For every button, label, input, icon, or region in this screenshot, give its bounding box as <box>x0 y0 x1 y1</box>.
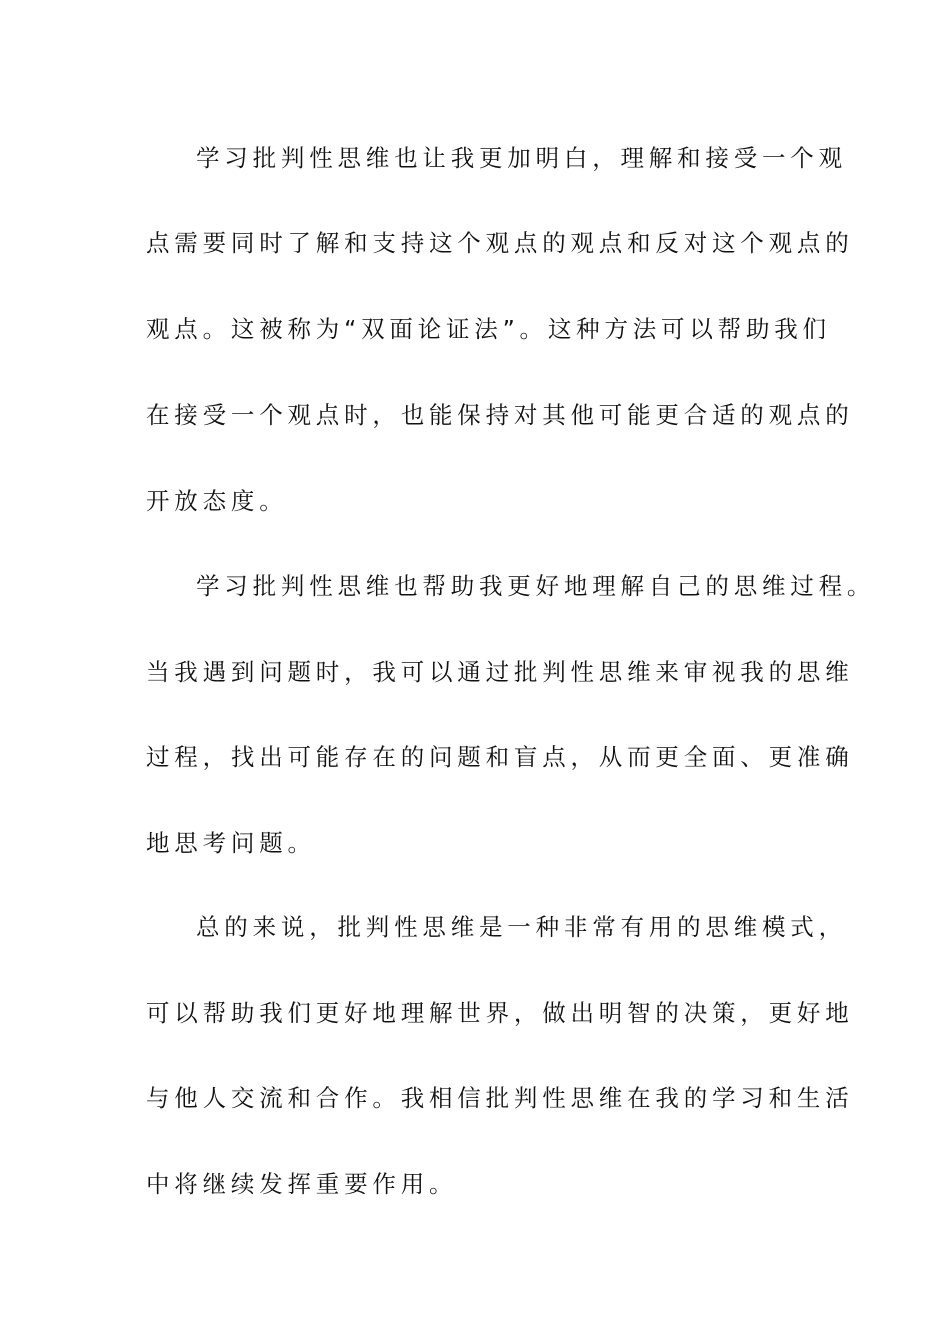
paragraph-3-line-1: 总的来说，批判性思维是一种非常有用的思维模式， <box>196 913 847 941</box>
paragraph-1-line-2: 点需要同时了解和支持这个观点的观点和反对这个观点的 <box>146 229 854 257</box>
paragraph-2-line-1: 学习批判性思维也帮助我更好地理解自己的思维过程。 <box>196 572 876 600</box>
paragraph-1-line-1: 学习批判性思维也让我更加明白，理解和接受一个观 <box>196 144 847 172</box>
paragraph-1-line-4: 在接受一个观点时，也能保持对其他可能更合适的观点的 <box>146 401 854 429</box>
paragraph-2-line-4: 地思考问题。 <box>146 829 316 857</box>
paragraph-2-line-3: 过程，找出可能存在的问题和盲点，从而更全面、更准确 <box>146 743 854 771</box>
paragraph-1-line-3: 观点。这被称为“双面论证法”。这种方法可以帮助我们 <box>146 315 831 343</box>
paragraph-1-line-5: 开放态度。 <box>146 487 288 515</box>
paragraph-3-line-3: 与他人交流和合作。我相信批判性思维在我的学习和生活 <box>146 1084 854 1112</box>
paragraph-2-line-2: 当我遇到问题时，我可以通过批判性思维来审视我的思维 <box>146 658 854 686</box>
paragraph-3-line-2: 可以帮助我们更好地理解世界，做出明智的决策，更好地 <box>146 999 854 1027</box>
paragraph-3-line-4: 中将继续发挥重要作用。 <box>146 1170 458 1198</box>
